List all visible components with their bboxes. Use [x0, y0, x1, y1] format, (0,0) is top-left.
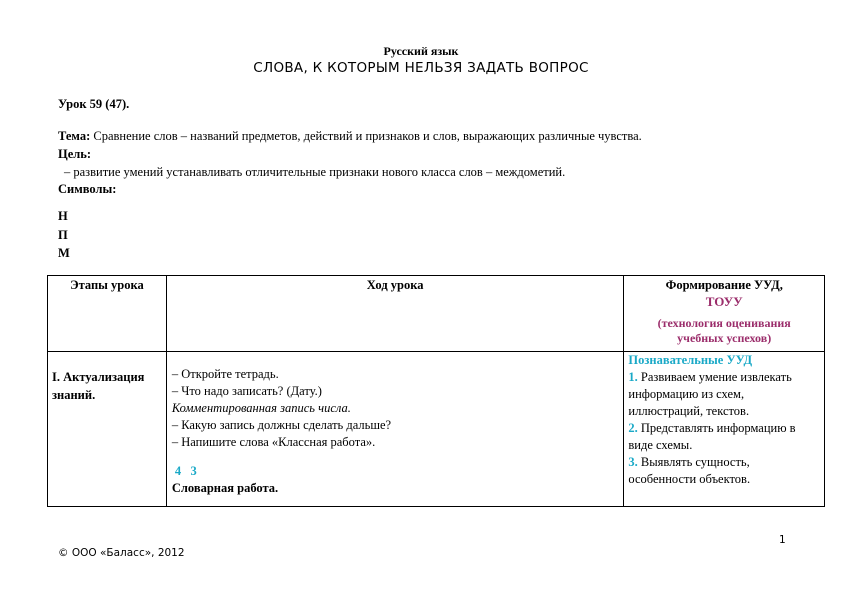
uud-item-1b: информацию из схем,	[628, 387, 745, 401]
header-uud: Формирование УУД, ТОУУ (технология оценивания учебных успехов)	[624, 276, 825, 352]
subject-heading: Русский язык	[383, 44, 459, 58]
header-toyy: ТОУУ	[705, 294, 743, 309]
table-row	[48, 352, 825, 507]
progress-line-5: – Напишите слова «Классная работа».	[171, 435, 376, 449]
symbol-numbers: 4 3	[174, 464, 197, 478]
stage-text: I. Актуализация знаний.	[52, 370, 145, 402]
header-stages: Этапы урока	[48, 276, 167, 352]
stage-cell	[48, 352, 167, 507]
progress-cell	[166, 352, 624, 507]
table-header-row	[48, 276, 825, 352]
progress-line-3: Комментированная запись числа.	[171, 401, 351, 415]
uud-item-2: 2. Представлять информацию в	[628, 421, 796, 435]
symbol-n: Н	[58, 209, 68, 223]
header-progress: Ход урока	[166, 276, 624, 352]
lesson-number: Урок 59 (47).	[58, 97, 130, 111]
symbol-p: П	[58, 228, 68, 242]
progress-line-4: – Какую запись должны сделать дальше?	[171, 418, 392, 432]
progress-line-1: – Откройте тетрадь.	[171, 367, 279, 381]
uud-title: Познавательные УУД	[628, 353, 753, 367]
topic-text: Сравнение слов – названий предметов, действий и признаков и слов, выражающих различные чувства.	[90, 129, 642, 143]
header-note-2: учебных успехов)	[677, 331, 772, 345]
uud-cell	[624, 352, 825, 507]
header-note-1: (технология оценивания	[657, 316, 791, 330]
goal-text: – развитие умений устанавливать отличительные признаки нового класса слов – междометий.	[64, 165, 566, 179]
vocab-work: Словарная работа.	[171, 481, 279, 495]
progress-line-2: – Что надо записать? (Дату.)	[171, 384, 322, 398]
lesson-table	[47, 275, 825, 507]
copyright: © ООО «Баласс», 2012	[58, 547, 185, 559]
document-title: СЛОВА, К КОТОРЫМ НЕЛЬЗЯ ЗАДАТЬ ВОПРОС	[253, 60, 589, 76]
page-number: 1	[779, 534, 786, 546]
goal-label: Цель:	[58, 147, 92, 161]
uud-item-2b: виде схемы.	[628, 438, 693, 452]
topic-line	[58, 129, 642, 144]
symbol-m: М	[58, 246, 70, 260]
uud-item-3: 3. Выявлять сущность,	[628, 455, 750, 469]
uud-item-1c: иллюстраций, текстов.	[628, 404, 750, 418]
topic-label: Тема:	[58, 129, 91, 143]
uud-item-3b: особенности объектов.	[628, 472, 751, 486]
uud-item-1: 1. Развиваем умение извлекать	[628, 370, 792, 384]
symbols-label: Символы:	[58, 182, 117, 196]
